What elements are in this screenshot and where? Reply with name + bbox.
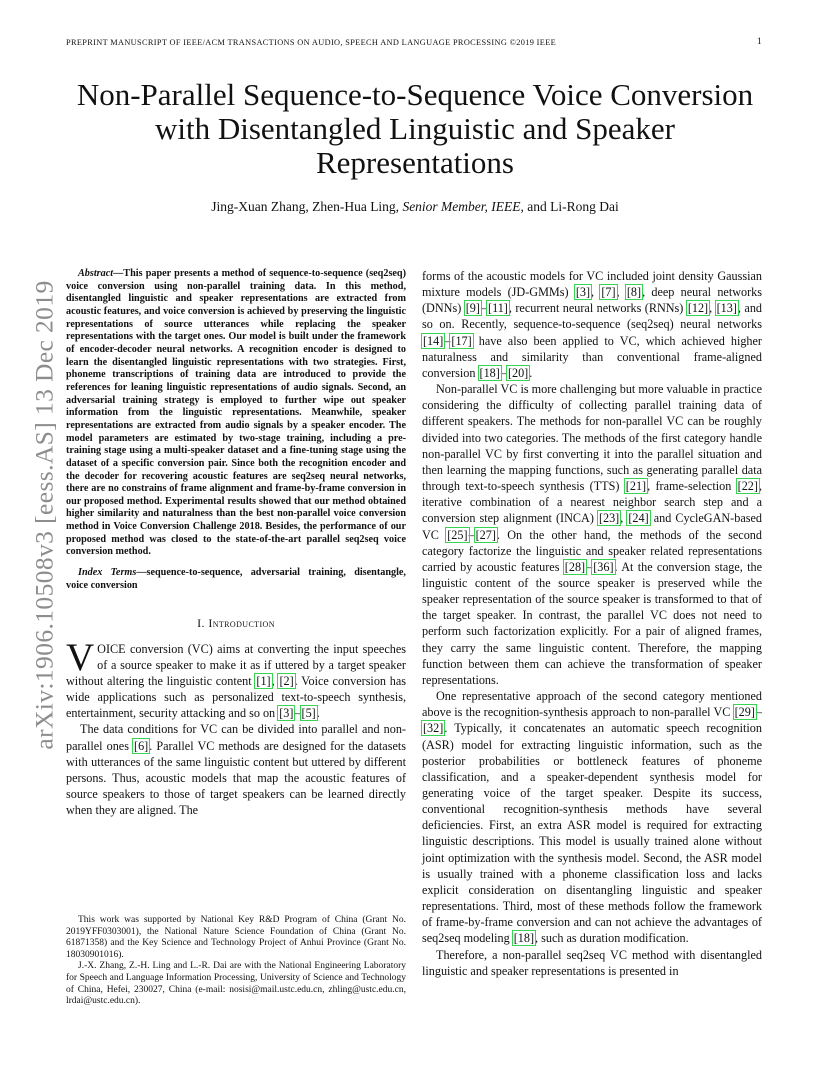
citation-link[interactable]: [32] xyxy=(423,721,444,736)
intro-paragraph-3 xyxy=(422,268,762,381)
citation-link[interactable]: [12] xyxy=(687,301,709,316)
citation-link[interactable]: [3] xyxy=(279,706,294,721)
citation-link[interactable]: [7] xyxy=(601,285,616,300)
authors-member-grade: Senior Member, IEEE xyxy=(402,199,521,214)
authors-part-1: Jing-Xuan Zhang, Zhen-Hua Ling, xyxy=(211,199,403,214)
section-number: I. xyxy=(197,616,209,631)
citation-link[interactable]: [24] xyxy=(628,511,649,526)
citation-link[interactable]: [25] xyxy=(447,527,468,542)
text-run: . At the conversion stage, the linguistic content of the source speaker is preserved while the speaker representation of the source speaker is transformed to that of the target speaker. In contrast, the parallel VC does not need to perform such factorization explicitly. For a pair of aligned frames, they carry the same linguistic content. Therefore, the mapping function between them can achieve the transformation of speaker representations. xyxy=(422,559,763,687)
text-run: and CycleGAN-based VC xyxy=(422,511,762,542)
text-run: forms of the acoustic models for VC included joint density Gaussian mixture models (JD-GMMs) xyxy=(422,269,762,300)
author-line xyxy=(70,199,760,215)
page-number: 1 xyxy=(757,37,762,47)
text-run: – xyxy=(500,365,507,380)
text-run: The data conditions for VC can be divided into parallel and non-parallel ones xyxy=(66,722,406,753)
text-run: , such as duration modification. xyxy=(535,931,689,946)
citation-link[interactable]: [3] xyxy=(575,285,591,300)
text-run: , xyxy=(709,301,716,316)
section-heading-introduction xyxy=(66,615,406,631)
citation-link[interactable]: [29] xyxy=(734,705,755,720)
authors-part-2: , and Li-Rong Dai xyxy=(520,199,619,214)
index-terms-label: Index Terms xyxy=(78,567,137,579)
text-run: . Typically, it concatenates an automatic speech recognition (ASR) model for extracting linguistic information, such as the posterior probabilities or bottleneck features of phoneme classification, and a speaker-dependent synthesis model for generating voice of the target speaker. Despite its success, conventional recognition-synthesis methods have several deficiencies. First, an extra ASR model is required for extracting linguistic descriptions. This model is usually trained alone without joint optimization with the synthesis model. Second, the ASR model is usually trained with a phoneme classification loss and lacks explicit consideration on disentangling linguistic and speaker representations. Third, most of these methods follow the framework of frame-by-frame conversion and can not achieve the advantages of seq2seq modeling xyxy=(422,721,762,946)
left-column xyxy=(66,268,406,818)
text-run: . xyxy=(529,365,533,380)
text-run: Therefore, a non-parallel seq2seq VC method with disentangled linguistic and speaker representations is presented in xyxy=(422,947,762,978)
text-run: OICE conversion (VC) aims at converting the input speeches of a source speaker to make it as if uttered by a target speaker without altering the linguistic content xyxy=(66,641,406,688)
footnote-funding: This work was supported by National Key R&D Program of China (Grant No. 2019YFF0303001), the National Nature Science Foundation of China (Grant No. 61871358) and the Key Science and Technology Project of Anhui Province (Grant No. 18030901016). xyxy=(66,915,406,960)
text-run: . xyxy=(316,706,320,721)
text-run: . Voice conversion has wide applications such as personalized text-to-speech synthesis, entertainment, security attacking and so on xyxy=(66,673,407,721)
arxiv-stamp-text: arXiv:1906.10508v3 [eess.AS] 13 Dec 2019 xyxy=(30,280,60,750)
intro-paragraph-5 xyxy=(422,688,762,947)
text-run: – xyxy=(480,301,488,316)
arxiv-stamp xyxy=(22,275,68,755)
text-run: One representative approach of the second category mentioned above is the recognition-synthesis approach to non-parallel VC xyxy=(422,689,762,720)
intro-paragraph-6 xyxy=(422,947,762,979)
intro-paragraph-2 xyxy=(66,721,406,818)
citation-link[interactable]: [18] xyxy=(479,365,500,380)
citation-link[interactable]: [14] xyxy=(423,333,444,348)
right-column xyxy=(422,268,762,979)
abstract-label: Abstract xyxy=(78,268,114,279)
citation-link[interactable]: [8] xyxy=(626,285,642,300)
abstract-text: —This paper presents a method of sequence-to-sequence (seq2seq) voice conversion using non-parallel training data. In this method, disentangled linguistic and speaker representations are extracted from acoustic features, and voice conversion is achieved by preserving the linguistic representations of source utterances while replacing the speaker representations with the target ones. Our model is built under the framework of encoder-decoder neural networks. A recognition encoder is designed to learn the disentangled linguistic representations with two strategies. First, phoneme transcriptions of training data are introduced to provide the references for leaning linguistic representations of audio signals. Second, an adversarial training strategy is employed to further wipe out speaker information from the linguistic representations. Meanwhile, speaker representations are extracted from audio signals by a speaker encoder. The model parameters are estimated by two-stage training, including a pre-training stage using a multi-speaker dataset and a fine-tuning stage using the dataset of a specific conversion pair. Since both the recognition encoder and the decoder for recovering acoustic features are seq2seq neural networks, there are no constrains of frame alignment and frame-by-frame conversion in our proposed method. Experimental results showed that our method obtained higher similarity and naturalness than the best non-parallel voice conversion method in Voice Conversion Challenge 2018. Besides, the performance of our proposed method was closed to the state-of-the-art parallel seq2seq voice conversion method. xyxy=(66,268,406,558)
running-head: PREPRINT MANUSCRIPT OF IEEE/ACM TRANSACTIONS ON AUDIO, SPEECH AND LANGUAGE PROCESSING ©2019 IEEE xyxy=(66,38,557,47)
intro-paragraph-4 xyxy=(422,381,762,688)
text-run: – xyxy=(755,705,762,720)
citation-link[interactable]: [5] xyxy=(301,706,316,721)
citation-link[interactable]: [17] xyxy=(451,333,472,348)
drop-cap: V xyxy=(66,635,95,679)
text-run: – xyxy=(586,559,593,574)
text-run: , recurrent neural networks (RNNs) xyxy=(508,301,687,316)
text-run: , iterative combination of a nearest neighbor search step and a conversion step alignment (INCA) xyxy=(422,479,762,526)
citation-link[interactable]: [21] xyxy=(625,479,647,494)
abstract xyxy=(66,268,406,559)
text-run: , frame-selection xyxy=(647,479,737,494)
section-title: Introduction xyxy=(208,616,275,631)
citation-link[interactable]: [28] xyxy=(564,559,586,574)
text-run: , and so on. Recently, sequence-to-sequence (seq2seq) neural networks xyxy=(422,301,763,332)
citation-link[interactable]: [6] xyxy=(134,738,149,753)
citation-link[interactable]: [27] xyxy=(475,527,496,542)
text-run: , xyxy=(591,285,601,300)
citation-link[interactable]: [2] xyxy=(279,673,294,688)
citation-link[interactable]: [23] xyxy=(598,511,620,526)
text-run: , xyxy=(616,285,626,300)
text-run: , deep neural networks (DNNs) xyxy=(422,285,762,316)
index-terms-text: —sequence-to-sequence, adversarial training, disentangle, voice conversion xyxy=(66,567,406,591)
citation-link[interactable]: [22] xyxy=(737,479,758,494)
citation-link[interactable]: [9] xyxy=(465,301,480,316)
citation-link[interactable]: [20] xyxy=(507,365,529,380)
index-terms xyxy=(66,567,406,592)
citation-link[interactable]: [11] xyxy=(488,301,508,316)
citation-link[interactable]: [1] xyxy=(256,673,271,688)
citation-link[interactable]: [18] xyxy=(513,931,535,946)
citation-link[interactable]: [13] xyxy=(716,301,737,316)
footnotes xyxy=(66,915,406,1008)
text-run: – xyxy=(468,527,475,542)
text-run: . Parallel VC methods are designed for the datasets with utterances of the same linguistic content but uttered by different persons. Thus, acoustic models that map the acoustic features of source speakers to those of target speakers can be learned directly when they are aligned. The xyxy=(66,738,406,818)
text-run: have also been applied to VC, which achieved higher naturalness and similarity than conventional frame-aligned conversion xyxy=(422,333,762,380)
text-run: – xyxy=(444,333,451,348)
text-run: Non-parallel VC is more challenging but more valuable in practice considering the difficulty of collecting parallel training data of different speakers. The methods for non-parallel VC can be roughly divided into two categories. The methods of the first category handle non-parallel VC by first converting it into the parallel situation and then learning the mapping functions, such as generating parallel data through text-to-speech synthesis (TTS) xyxy=(422,382,762,494)
text-run: . On the other hand, the methods of the second category factorize the linguistic and speaker related representations carried by acoustic features xyxy=(422,527,762,574)
paper-title: Non-Parallel Sequence-to-Sequence Voice Conversion with Disentangled Linguistic and Speaker Representations xyxy=(76,77,754,180)
text-run: – xyxy=(294,706,301,721)
citation-link[interactable]: [36] xyxy=(593,559,614,574)
footnote-affiliation: J.-X. Zhang, Z.-H. Ling and L.-R. Dai are with the National Engineering Laboratory for Speech and Language Information Processing, University of Science and Technology of China, Hefei, 230027, China (e-mail: nosisi@mail.ustc.edu.cn, zhling@ustc.edu.cn, lrdai@ustc.edu.cn). xyxy=(66,961,406,1007)
text-run: , xyxy=(620,511,628,526)
text-run: , xyxy=(271,673,279,688)
intro-paragraph-1 xyxy=(66,635,407,722)
